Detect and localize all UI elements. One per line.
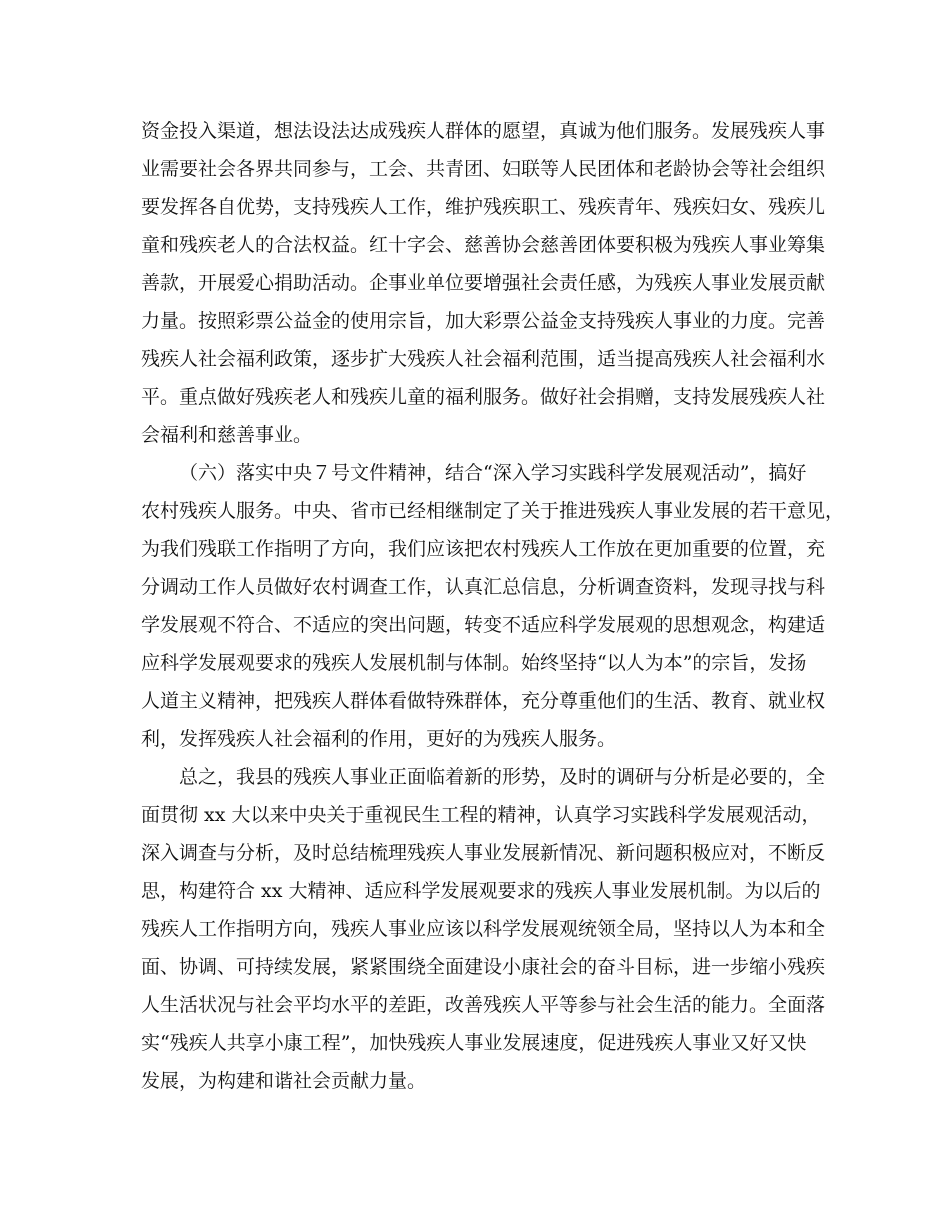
text-line: 残疾人社会福利政策，逐步扩大残疾人社会福利范围，适当提高残疾人社会福利水 (141, 348, 826, 370)
text-line: 业需要社会各界共同参与，工会、共青团、妇联等人民团体和老龄协会等社会组织 (141, 158, 826, 180)
text-line: 为我们残联工作指明了方向，我们应该把农村残疾人工作放在更加重要的位置，充 (141, 538, 826, 560)
text-line: 思，构建符合 xx 大精神、适应科学发展观要求的残疾人事业发展机制。为以后的 (141, 880, 821, 902)
paragraph-start-line: （六）落实中央７号文件精神，结合“深入学习实践科学发展观活动”，搞好 (179, 462, 807, 484)
text-line: 残疾人工作指明方向，残疾人事业应该以科学发展观统领全局，坚持以人为本和全 (141, 918, 826, 940)
text-line: 会福利和慈善事业。 (141, 424, 313, 446)
text-line: 善款，开展爱心捐助活动。企事业单位要增强社会责任感，为残疾人事业发展贡献 (141, 272, 826, 294)
text-line: 平。重点做好残疾老人和残疾儿童的福利服务。做好社会捐赠，支持发展残疾人社 (141, 386, 826, 408)
text-line: 实“残疾人共享小康工程”，加快残疾人事业发展速度，促进残疾人事业又好又快 (141, 1032, 807, 1054)
paragraph-start-line: 总之，我县的残疾人事业正面临着新的形势，及时的调研与分析是必要的，全 (179, 766, 826, 788)
text-line: 应科学发展观要求的残疾人发展机制与体制。始终坚持“以人为本”的宗旨，发扬 (141, 652, 807, 674)
text-line: 学发展观不符合、不适应的突出问题，转变不适应科学发展观的思想观念，构建适 (141, 614, 826, 636)
text-line: 童和残疾老人的合法权益。红十字会、慈善协会慈善团体要积极为残疾人事业筹集 (141, 234, 826, 256)
text-line: 力量。按照彩票公益金的使用宗旨，加大彩票公益金支持残疾人事业的力度。完善 (141, 310, 826, 332)
text-line: 要发挥各自优势，支持残疾人工作，维护残疾职工、残疾青年、残疾妇女、残疾儿 (141, 196, 826, 218)
text-line: 分调动工作人员做好农村调查工作，认真汇总信息，分析调查资料，发现寻找与科 (141, 576, 826, 598)
text-line: 利，发挥残疾人社会福利的作用，更好的为残疾人服务。 (141, 728, 617, 750)
text-line: 农村残疾人服务。中央、省市已经相继制定了关于推进残疾人事业发展的若干意见， (141, 500, 845, 522)
text-line: 资金投入渠道，想法设法达成残疾人群体的愿望，真诚为他们服务。发展残疾人事 (141, 120, 826, 142)
text-line: 人道主义精神，把残疾人群体看做特殊群体，充分尊重他们的生活、教育、就业权 (141, 690, 826, 712)
text-line: 面贯彻 xx 大以来中央关于重视民生工程的精神，认真学习实践科学发展观活动， (141, 804, 821, 826)
text-line: 发展，为构建和谐社会贡献力量。 (141, 1070, 427, 1092)
text-line: 深入调查与分析，及时总结梳理残疾人事业发展新情况、新问题积极应对，不断反 (141, 842, 826, 864)
text-line: 人生活状况与社会平均水平的差距，改善残疾人平等参与社会生活的能力。全面落 (141, 994, 826, 1016)
text-line: 面、协调、可持续发展，紧紧围绕全面建设小康社会的奋斗目标，进一步缩小残疾 (141, 956, 826, 978)
